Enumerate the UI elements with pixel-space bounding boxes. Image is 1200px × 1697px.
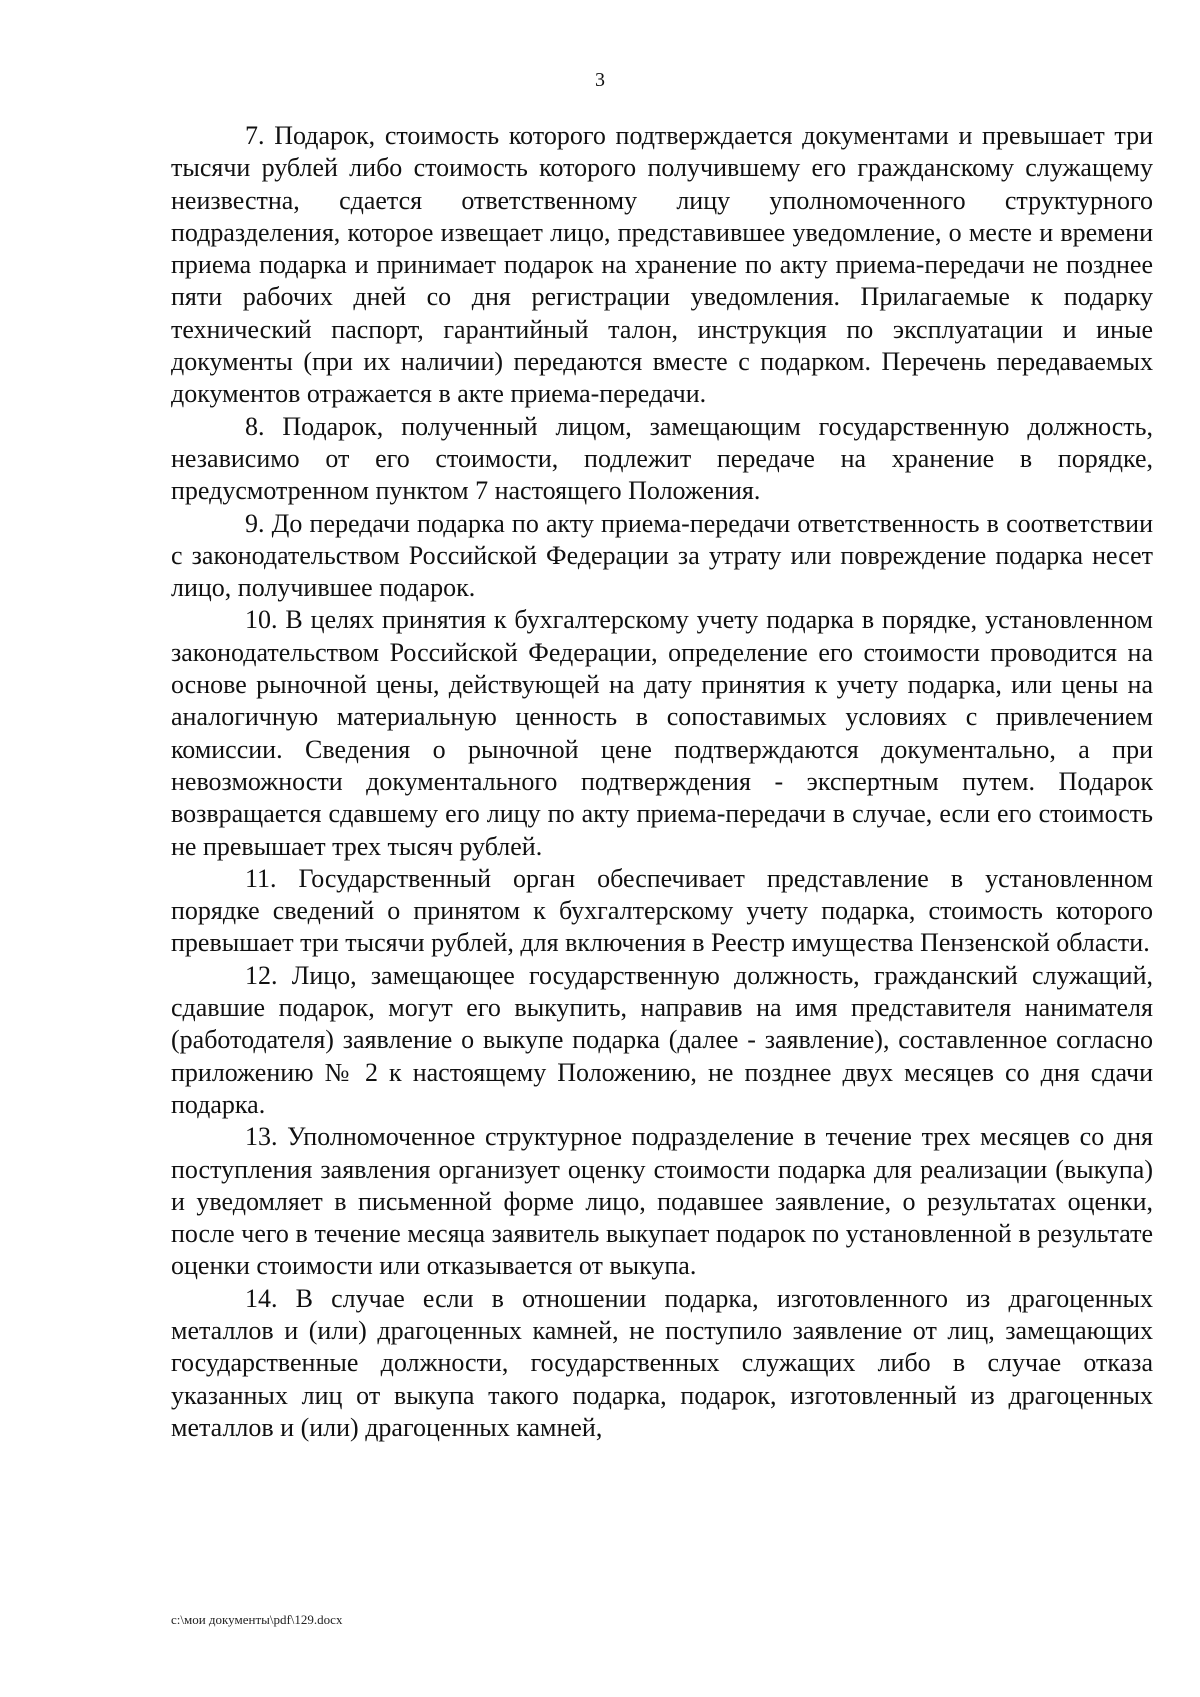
paragraph-14: 14. В случае если в отношении подарка, изготовленного из драгоценных металлов и (или) драгоценных камней, не поступило заявление от лиц, замещающих государственные должности, государственных служащих либо в случае отказа указанных лиц от выкупа такого подарка, подарок, изготовленный из драгоценных металлов и (или) драгоценных камней, xyxy=(171,1283,1153,1442)
paragraph-10: 10. В целях принятия к бухгалтерскому учету подарка в порядке, установленном законодательством Российской Федерации, определение его стоимости проводится на основе рыночной цены, действующей на дату принятия к учету подарка, или цены на аналогичную материальную ценность в сопоставимых условиях с привлечением комиссии. Сведения о рыночной цене подтверждаются документально, а при невозможности документального подтверждения - экспертным путем. Подарок возвращается сдавшему его лицу по акту приема-передачи в случае, если его стоимость не превышает трех тысяч рублей. xyxy=(171,605,1153,861)
paragraph-13: 13. Уполномоченное структурное подразделение в течение трех месяцев со дня поступления заявления организует оценку стоимости подарка для реализации (выкупа) и уведомляет в письменной форме лицо, подавшее заявление, о результатах оценки, после чего в течение месяца заявитель выкупает подарок по установленной в результате оценки стоимости или отказывается от выкупа. xyxy=(171,1122,1153,1281)
paragraph-9: 9. До передачи подарка по акту приема-передачи ответственность в соответствии с законодательством Российской Федерации за утрату или повреждение подарка несет лицо, получившее подарок. xyxy=(171,508,1153,603)
page-number: 3 xyxy=(595,69,605,91)
document-body xyxy=(171,120,1153,1444)
paragraph-12: 12. Лицо, замещающее государственную должность, гражданский служащий, сдавшие подарок, могут его выкупить, направив на имя представителя нанимателя (работодателя) заявление о выкупе подарка (далее - заявление), составленное согласно приложению № 2 к настоящему Положению, не позднее двух месяцев со дня сдачи подарка. xyxy=(171,960,1153,1119)
footer-file-path: c:\мои документы\pdf\129.docx xyxy=(171,1612,343,1627)
paragraph-8: 8. Подарок, полученный лицом, замещающим государственную должность, независимо от его стоимости, подлежит передаче на хранение в порядке, предусмотренном пунктом 7 настоящего Положения. xyxy=(171,411,1153,506)
paragraph-11: 11. Государственный орган обеспечивает представление в установленном порядке сведений о принятом к бухгалтерскому учету подарка, стоимость которого превышает три тысячи рублей, для включения в Реестр имущества Пензенской области. xyxy=(171,863,1153,958)
paragraph-7: 7. Подарок, стоимость которого подтверждается документами и превышает три тысячи рублей либо стоимость которого получившему его гражданскому служащему неизвестна, сдается ответственному лицу уполномоченного структурного подразделения, которое извещает лицо, представившее уведомление, о месте и времени приема подарка и принимает подарок на хранение по акту приема-передачи не позднее пяти рабочих дней со дня регистрации уведомления. Прилагаемые к подарку технический паспорт, гарантийный талон, инструкция по эксплуатации и иные документы (при их наличии) передаются вместе с подарком. Перечень передаваемых документов отражается в акте приема-передачи. xyxy=(171,121,1153,409)
